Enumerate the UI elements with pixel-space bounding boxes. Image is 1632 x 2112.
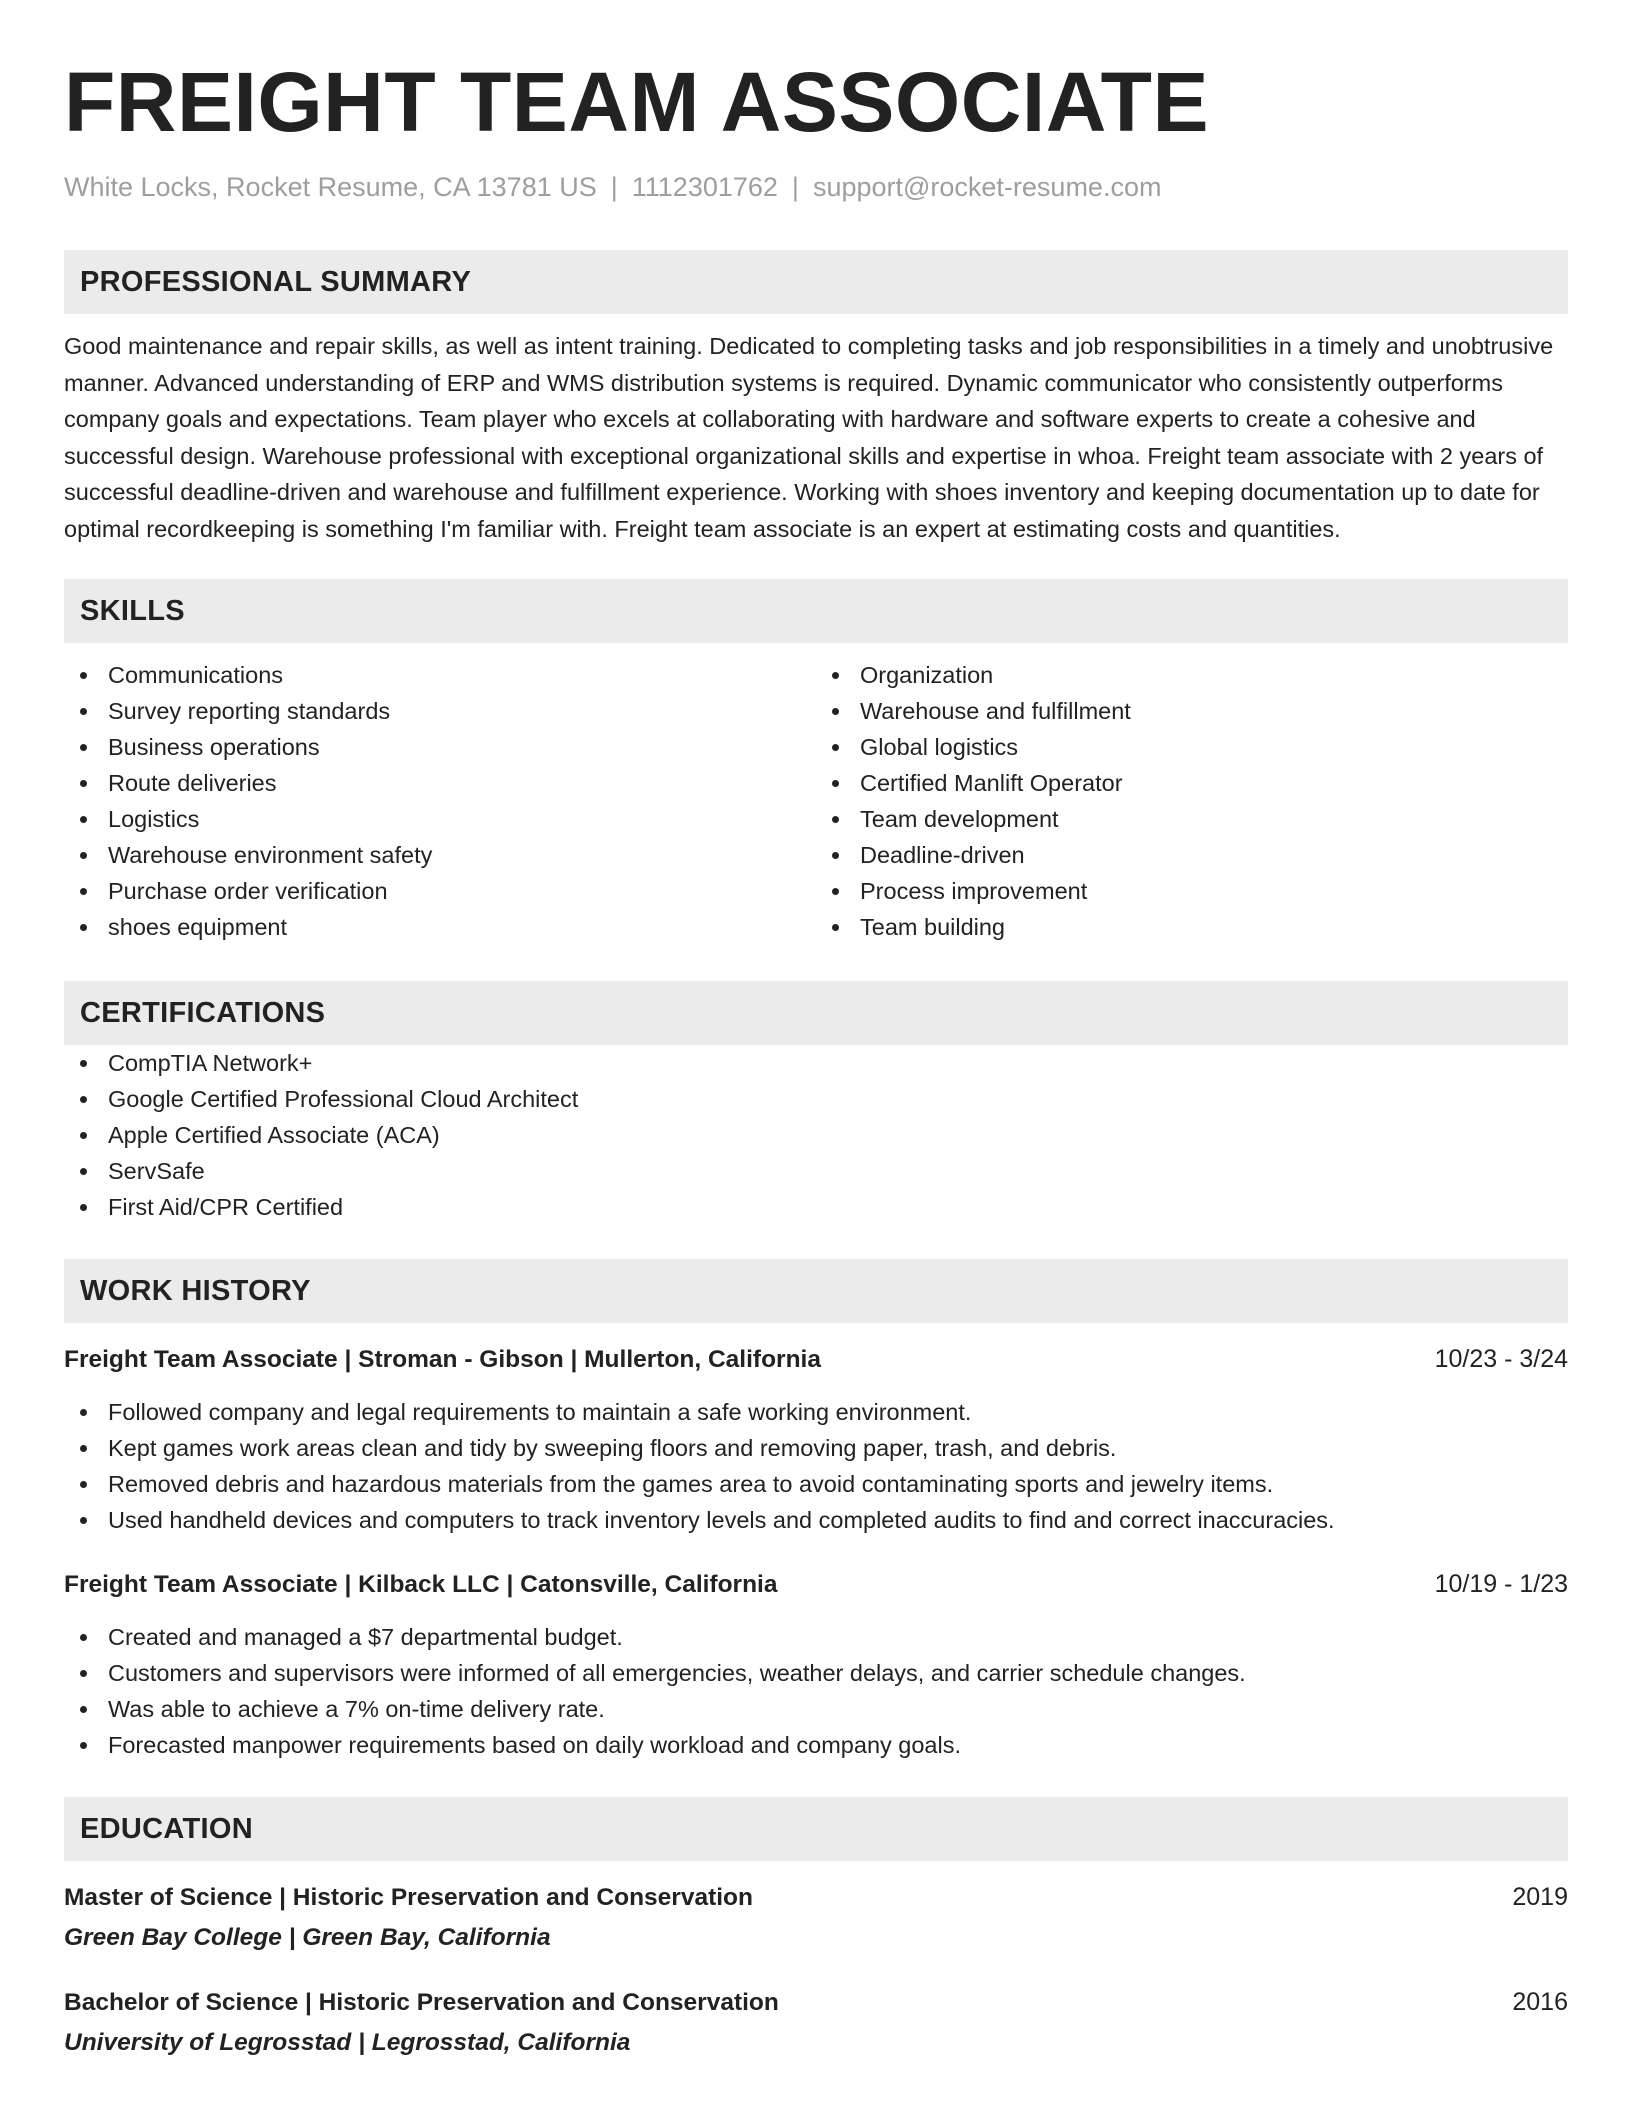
certification-item: CompTIA Network+ bbox=[64, 1045, 1568, 1081]
job-bullet: Kept games work areas clean and tidy by sweeping floors and removing paper, trash, and debris. bbox=[64, 1430, 1568, 1466]
job-dates: 10/19 - 1/23 bbox=[1434, 1570, 1568, 1598]
skill-item: shoes equipment bbox=[64, 909, 816, 945]
job-dates: 10/23 - 3/24 bbox=[1434, 1345, 1568, 1373]
job-header bbox=[64, 1341, 1568, 1378]
education-header bbox=[64, 1879, 1568, 1916]
contact-address: White Locks, Rocket Resume, CA 13781 US bbox=[64, 172, 597, 202]
skill-item: Warehouse environment safety bbox=[64, 837, 816, 873]
skill-item: Purchase order verification bbox=[64, 873, 816, 909]
section-header-summary: PROFESSIONAL SUMMARY bbox=[64, 250, 1568, 314]
job-entry bbox=[64, 1341, 1568, 1538]
degree-line: Master of Science | Historic Preservation and Conservation bbox=[64, 1884, 753, 1911]
job-header bbox=[64, 1566, 1568, 1603]
job-bullet: Customers and supervisors were informed of all emergencies, weather delays, and carrier schedule changes. bbox=[64, 1655, 1568, 1691]
certifications-list bbox=[64, 1045, 1568, 1225]
skill-item: Warehouse and fulfillment bbox=[816, 693, 1568, 729]
education-year: 2016 bbox=[1512, 1988, 1568, 2016]
skill-item: Communications bbox=[64, 657, 816, 693]
skill-item: Organization bbox=[816, 657, 1568, 693]
skills-list-left bbox=[64, 657, 816, 945]
skills-list-right bbox=[816, 657, 1568, 945]
contact-email[interactable]: support@rocket-resume.com bbox=[812, 172, 1162, 202]
section-header-work-history: WORK HISTORY bbox=[64, 1259, 1568, 1323]
job-bullet: Removed debris and hazardous materials from the games area to avoid contaminating sports and jewelry items. bbox=[64, 1466, 1568, 1502]
candidate-name: FREIGHT TEAM ASSOCIATE bbox=[64, 55, 1209, 149]
job-bullet: Forecasted manpower requirements based on daily workload and company goals. bbox=[64, 1727, 1568, 1763]
certification-item: ServSafe bbox=[64, 1153, 1568, 1189]
job-bullet: Followed company and legal requirements to maintain a safe working environment. bbox=[64, 1394, 1568, 1430]
certification-item: Apple Certified Associate (ACA) bbox=[64, 1117, 1568, 1153]
section-header-skills: SKILLS bbox=[64, 579, 1568, 643]
contact-separator: | bbox=[610, 172, 618, 202]
job-bullet: Was able to achieve a 7% on-time delivery rate. bbox=[64, 1691, 1568, 1727]
section-header-education: EDUCATION bbox=[64, 1797, 1568, 1861]
job-bullet: Used handheld devices and computers to track inventory levels and completed audits to find and correct inaccuracies. bbox=[64, 1502, 1568, 1538]
skill-item: Global logistics bbox=[816, 729, 1568, 765]
education-year: 2019 bbox=[1512, 1883, 1568, 1911]
contact-phone: 1112301762 bbox=[631, 172, 778, 202]
education-entry bbox=[64, 1984, 1568, 2061]
job-bullets bbox=[64, 1394, 1568, 1538]
skill-item: Team development bbox=[816, 801, 1568, 837]
contact-separator: | bbox=[791, 172, 799, 202]
degree-line: Bachelor of Science | Historic Preservation and Conservation bbox=[64, 1989, 779, 2016]
job-bullets bbox=[64, 1619, 1568, 1763]
skill-item: Survey reporting standards bbox=[64, 693, 816, 729]
skills-columns bbox=[64, 657, 1568, 945]
skill-item: Deadline-driven bbox=[816, 837, 1568, 873]
job-title-line: Freight Team Associate | Kilback LLC | Catonsville, California bbox=[64, 1571, 778, 1598]
skill-item: Team building bbox=[816, 909, 1568, 945]
school-line: Green Bay College | Green Bay, California bbox=[64, 1924, 551, 1951]
education-header bbox=[64, 1984, 1568, 2021]
job-bullet: Created and managed a $7 departmental budget. bbox=[64, 1619, 1568, 1655]
school-line: University of Legrosstad | Legrosstad, California bbox=[64, 2029, 631, 2056]
skill-item: Business operations bbox=[64, 729, 816, 765]
skill-item: Certified Manlift Operator bbox=[816, 765, 1568, 801]
skill-item: Route deliveries bbox=[64, 765, 816, 801]
job-entry bbox=[64, 1566, 1568, 1763]
education-entry bbox=[64, 1879, 1568, 1956]
skill-item: Process improvement bbox=[816, 873, 1568, 909]
certification-item: First Aid/CPR Certified bbox=[64, 1189, 1568, 1225]
section-header-certifications: CERTIFICATIONS bbox=[64, 981, 1568, 1045]
skill-item: Logistics bbox=[64, 801, 816, 837]
job-title-line: Freight Team Associate | Stroman - Gibson | Mullerton, California bbox=[64, 1346, 821, 1373]
certification-item: Google Certified Professional Cloud Architect bbox=[64, 1081, 1568, 1117]
summary-text: Good maintenance and repair skills, as well as intent training. Dedicated to completing tasks and job responsibilities in a timely and unobtrusive manner. Advanced understanding of ERP and WMS distribution systems is required. Dynamic communicator who consistently outperforms company goals and expectations. Team player who excels at collaborating with hardware and software experts to create a cohesive and successful design. Warehouse professional with exceptional organizational skills and expertise in whoa. Freight team associate with 2 years of successful deadline-driven and warehouse and fulfillment experience. Working with shoes inventory and keeping documentation up to date for optimal recordkeeping is something I'm familiar with. Freight team associate is an expert at estimating costs and quantities. bbox=[64, 333, 1554, 542]
contact-line bbox=[64, 170, 1568, 204]
